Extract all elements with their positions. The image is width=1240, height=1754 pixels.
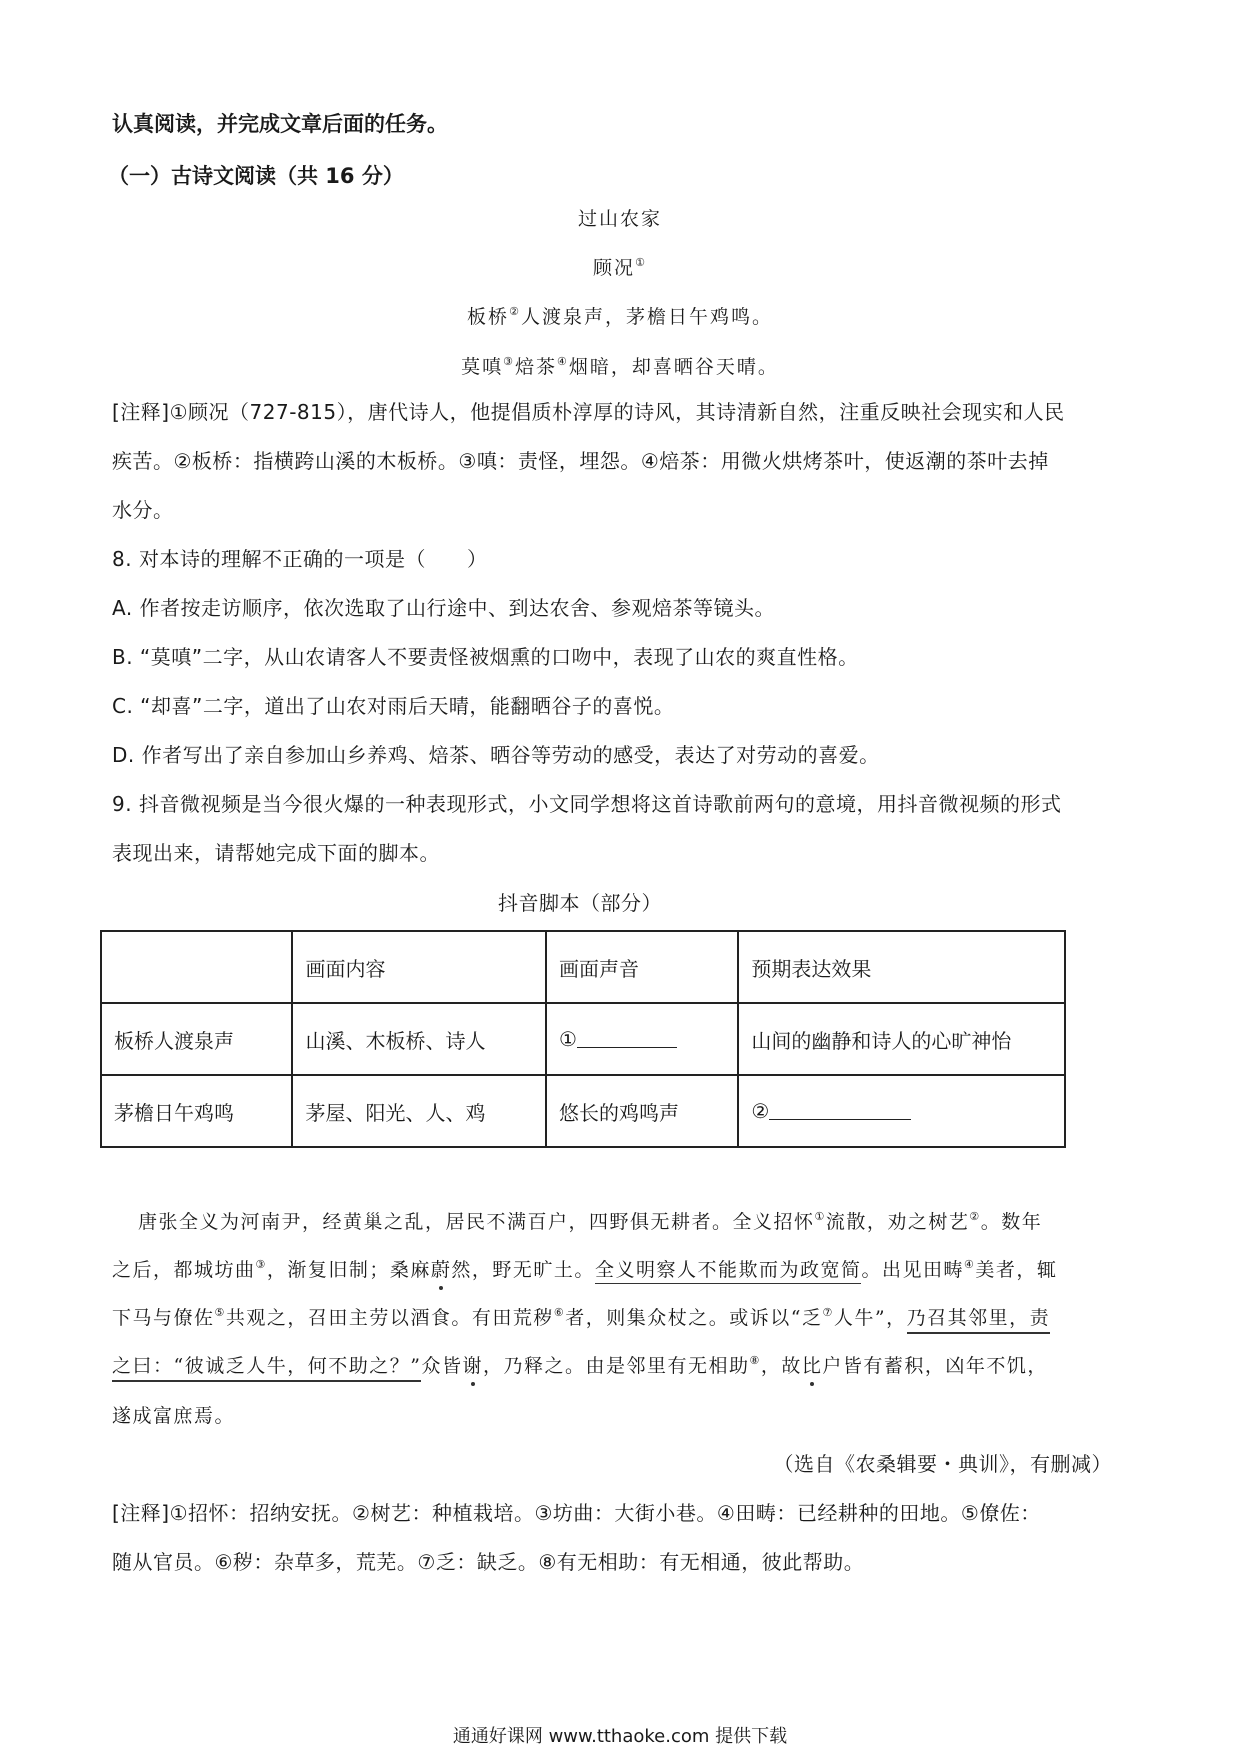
table-header-row: [101, 931, 1065, 1003]
question-8-option-d: D. 作者写出了亲自参加山乡养鸡、焙茶、晒谷等劳动的感受，表达了对劳动的喜爱。: [112, 743, 880, 767]
table-cell-answer-2: ②: [738, 1075, 1065, 1147]
table-cell: 板桥人渡泉声: [101, 1003, 292, 1075]
poem-title: 过山农家: [577, 208, 662, 230]
poem-line-2: 莫嗔③焙茶④烟暗，却喜晒谷天晴。: [461, 355, 779, 378]
question-9-line: 9. 抖音微视频是当今很火爆的一种表现形式，小文同学想将这首诗歌前两句的意境，用抖音微视频的形式: [112, 792, 1062, 816]
table-cell: 山间的幽静和诗人的心旷神怡: [738, 1003, 1065, 1075]
table-header-cell: 画面内容: [292, 931, 545, 1003]
prose-line: 唐张全义为河南尹，经黄巢之乱，居民不满百户，四野俱无耕者。全义招怀①流散，劝之树艺②。数年: [138, 1210, 1043, 1233]
section-title: （一）古诗文阅读（共 16 分）: [108, 164, 404, 188]
footer-watermark: 通通好课网 www.tthaoke.com 提供下载: [452, 1726, 788, 1747]
question-8-stem: 8. 对本诗的理解不正确的一项是（ ）: [112, 547, 488, 571]
emphasis-dot-char: 谢: [462, 1355, 483, 1377]
table-cell: 茅檐日午鸡鸣: [101, 1075, 292, 1147]
source-citation: （选自《农桑辑要・典训》，有删减）: [773, 1452, 1112, 1476]
table-cell: 山溪、木板桥、诗人: [292, 1003, 545, 1075]
script-table: [100, 930, 1066, 1148]
underlined-sentence-2-cont: 之曰：“彼诚乏人牛，何不助之？”: [112, 1355, 421, 1382]
table-header-cell: 画面声音: [546, 931, 738, 1003]
table-row: [101, 1075, 1065, 1147]
prose-line: 下马与僚佐⑤共观之，召田主劳以酒食。有田荒秽⑥者，则集众杖之。或诉以“乏⑦人牛”，乃召其邻里，责: [112, 1303, 1050, 1330]
answer-blank[interactable]: [769, 1101, 911, 1120]
table-cell: 茅屋、阳光、人、鸡: [292, 1075, 545, 1147]
poem-line-1: 板桥②人渡泉声，茅檐日午鸡鸣。: [467, 305, 773, 328]
emphasis-dot-char: 蔚: [430, 1259, 452, 1281]
underlined-sentence-1: 全义明察人不能欺而为政宽简: [595, 1259, 862, 1284]
underlined-sentence-2: 乃召其邻里，责: [907, 1307, 1051, 1334]
table-caption: 抖音脚本（部分）: [498, 891, 662, 915]
question-9-line: 表现出来，请帮她完成下面的脚本。: [112, 841, 440, 865]
prose-note-line: [注释]①招怀：招纳安抚。②树艺：种植栽培。③坊曲：大街小巷。④田畴：已经耕种的田地。⑤僚佐：: [112, 1501, 1041, 1525]
question-8-option-a: A. 作者按走访顺序，依次选取了山行途中、到达农舍、参观焙茶等镜头。: [112, 596, 776, 620]
table-header-cell: [101, 931, 292, 1003]
prose-line: 之曰：“彼诚乏人牛，何不助之？”众皆谢，乃释之。由是邻里有无相助⑧，故比户皆有蓄积，凶年不饥，: [112, 1351, 1048, 1378]
question-8-option-b: B. “莫嗔”二字，从山农请客人不要责怪被烟熏的口吻中，表现了山农的爽直性格。: [112, 645, 859, 669]
prose-line: 之后，都城坊曲③，渐复旧制；桑麻蔚然，野无旷土。全义明察人不能欺而为政宽简。出见田畴④美者，辄: [112, 1255, 1057, 1282]
prose-line: 遂成富庶焉。: [112, 1405, 236, 1427]
poem-note-line: [注释]①顾况（727-815），唐代诗人，他提倡质朴淳厚的诗风，其诗清新自然，注重反映社会现实和人民: [112, 400, 1065, 424]
prose-note-line: 随从官员。⑥秽：杂草多，荒芜。⑦乏：缺乏。⑧有无相助：有无相通，彼此帮助。: [112, 1550, 865, 1574]
table-cell: 悠长的鸡鸣声: [546, 1075, 738, 1147]
table-cell-answer-1: ①: [546, 1003, 738, 1075]
table-row: [101, 1003, 1065, 1075]
poem-author: 顾况①: [593, 256, 647, 279]
emphasis-dot-char: 比: [801, 1355, 823, 1377]
poem-note-line: 疾苦。②板桥：指横跨山溪的木板桥。③嗔：责怪，埋怨。④焙茶：用微火烘烤茶叶，使返潮的茶叶去掉: [112, 449, 1049, 473]
instruction: 认真阅读，并完成文章后面的任务。: [112, 112, 448, 136]
question-8-option-c: C. “却喜”二字，道出了山农对雨后天晴，能翻晒谷子的喜悦。: [112, 694, 675, 718]
poem-note-line: 水分。: [112, 498, 174, 522]
answer-blank[interactable]: [577, 1029, 677, 1048]
table-header-cell: 预期表达效果: [738, 931, 1065, 1003]
